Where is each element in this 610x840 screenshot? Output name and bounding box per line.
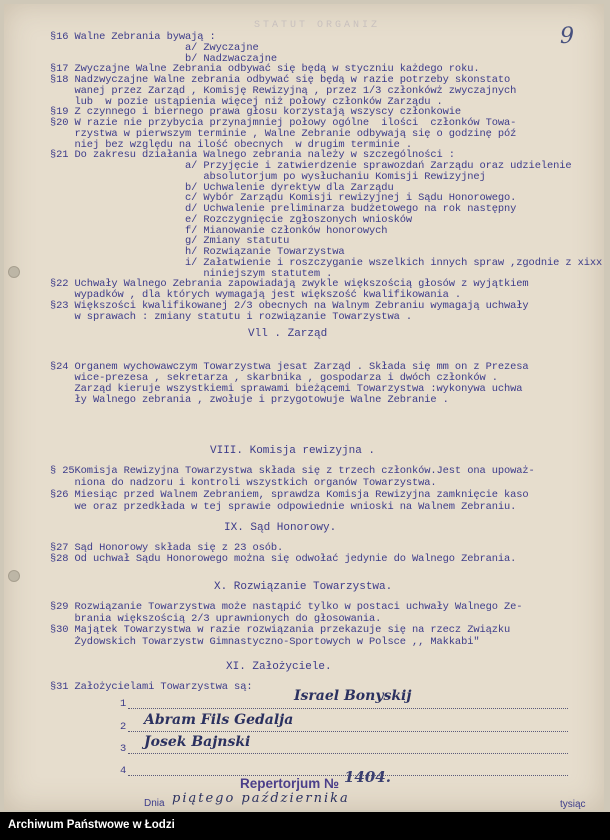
punch-hole <box>8 266 20 278</box>
document-text-line: § 25Komisja Rewizyjna Towarzystwa składa się z trzech członków.Jest ona upoważ- <box>50 465 535 477</box>
document-text-line: §29 Rozwiązanie Towarzystwa może nastąpić tylko w postaci uchwały Walnego Ze- <box>50 601 523 613</box>
document-page <box>4 4 604 810</box>
signature-line <box>128 731 568 732</box>
document-text-line: §20 W razie nie przybycia przynajmniej połowy ogólne ilości członków Towa- <box>50 117 517 129</box>
document-text-line: §27 Sąd Honorowy składa się z 23 osób. <box>50 542 284 554</box>
document-text-line: d/ Uchwalenie preliminarza budżetowego na rok następny <box>50 203 517 215</box>
rok-label: tysiąc <box>560 799 586 810</box>
document-text-line: Żydowskich Towarzystw Gimnastyczno-Sportowych w Polsce ,, Makkabi" <box>50 635 480 648</box>
document-text-line: lub w pozie ustąpienia więcej niż połowy członków Zarządu . <box>50 95 443 108</box>
section-heading-komisja: VIII. Komisja rewizyjna . <box>210 445 376 457</box>
document-text-line: i/ Załatwienie i roszczyganie wszelkich innych spraw ,zgodnie z xixx <box>50 256 603 269</box>
document-text-line: §19 Z czynnego i biernego prawa głosu korzystają wszyscy członkowie <box>50 106 462 119</box>
archive-footer <box>0 812 610 840</box>
document-text-line: wanej przez Zarząd , Komisję Rewizyjną , przez 1/3 członkówż zwyczajnych <box>50 84 517 97</box>
document-text-line: niej bez względu na ilość obecnych w drugim terminie . <box>50 138 412 151</box>
section-heading-zarzad: Vll . Zarząd <box>248 328 328 340</box>
founder-number: 3 <box>120 743 127 755</box>
document-text-line: §16 Walne Zebrania bywają : <box>50 31 216 43</box>
section-heading-zalozyciele: XI. Założyciele. <box>226 661 332 673</box>
document-text-line: g/ Zmiany statutu <box>50 235 290 248</box>
punch-hole <box>8 570 20 582</box>
founder-number: 2 <box>120 721 127 733</box>
repertorjum-stamp: Repertorjum № <box>240 776 340 791</box>
section-heading-sad: IX. Sąd Honorowy. <box>224 522 337 534</box>
document-text-line: rzystwa w pierwszym terminie , Walne Zebranie odbywają się o godzinę póź <box>50 127 517 140</box>
document-text-line: absolutorjum po wysłuchaniu Komisji Rewizyjnej <box>50 170 486 183</box>
document-text-line: ły Walnego zebrania , zwołuje i przygotowuje Walne Zebranie . <box>50 394 449 406</box>
document-text-line: wypadków , dla których wymagają jest większość kwalifikowania . <box>50 289 462 301</box>
document-text-line: §21 Do zakresu działania Walnego zebrania należy w szczególności : <box>50 149 455 162</box>
document-text-line: a/ Zwyczajne <box>50 41 259 54</box>
document-text-line: §30 Majątek Towarzystwa w razie rozwiązania przekazuje się na rzecz Związku <box>50 624 511 636</box>
founders-intro: §31 Założycielami Towarzystwa są: <box>50 681 253 693</box>
founder-signature: Abram Fils Gedalja <box>144 712 294 728</box>
archive-name: Archiwum Państwowe w Łodzi <box>8 819 175 831</box>
section-heading-rozwiazanie: X. Rozwiązanie Towarzystwa. <box>214 581 393 593</box>
document-text-line: b/ Nadzwaczajne <box>50 52 278 65</box>
document-text-line: §18 Nadzwyczajne Walne zebrania odbywać się będą w razie potrzeby skonstato <box>50 74 511 86</box>
founder-signature: Josek Bajnski <box>144 734 251 750</box>
document-text-line: c/ Wybór Zarządu Komisji rewizyjnej i Sądu Honorowego. <box>50 192 517 205</box>
dnia-handwritten-date: piątego października <box>172 791 350 806</box>
document-text-line: §17 Zwyczajne Walne Zebrania odbywać się będą w styczniu każdego roku. <box>50 63 480 76</box>
dnia-label: Dnia <box>144 798 165 809</box>
page-number: 9 <box>560 24 574 49</box>
faint-header: STATUT ORGANIZ <box>254 20 381 31</box>
document-text-line: niniejszym statutem . <box>50 267 333 280</box>
founder-signature: Israel Bonyskij <box>294 688 412 704</box>
document-text-line: niona do nadzoru i kontroli wszystkich organów Towarzystwa. <box>50 477 437 489</box>
document-text-line: e/ Rozczygnięcie zgłoszonych wniosków <box>50 213 412 226</box>
document-text-line: wice-prezesa , sekretarza , skarbnika , gospodarza i dwóch członków . <box>50 372 498 384</box>
document-text-line: Zarząd kieruje wszystkiemi sprawami bieżącemi Towarzystwa :wykonywa uchwa <box>50 383 523 395</box>
founder-number: 4 <box>120 765 127 777</box>
document-text-line: b/ Uchwalenie dyrektyw dla Zarządu <box>50 181 394 194</box>
document-text-line: we oraz przedkłada w tej sprawie odpowiednie wnioski na Walnem Zebraniu. <box>50 501 517 513</box>
signature-line <box>128 753 568 754</box>
document-text-line: §24 Organem wychowawczym Towarzystwa jesat Zarząd . Składa się mm on z Prezesa <box>50 361 529 373</box>
document-text-line: brania większością 2/3 uprawnionych do głosowania. <box>50 612 382 625</box>
document-text-line: §28 Od uchwał Sądu Honorowego można się odwołać jedynie do Walnego Zebrania. <box>50 553 517 565</box>
repertorjum-number: 1404. <box>344 768 391 786</box>
document-text-line: §26 Miesiąc przed Walnem Zebraniem, sprawdza Komisja Rewizyjna zamknięcie kaso <box>50 489 529 501</box>
document-text-line: §22 Uchwały Walnego Zebrania zapowiadają zwykle większością głosów z wyjątkiem <box>50 278 529 291</box>
document-text-line: a/ Przyjęcie i zatwierdzenie sprawozdań Zarządu oraz udzielenie <box>50 160 572 172</box>
document-text-line: f/ Mianowanie członków honorowych <box>50 224 388 237</box>
founder-number: 1 <box>120 698 127 710</box>
signature-line <box>128 708 568 709</box>
document-text-line: h/ Rozwiązanie Towarzystwa <box>50 246 345 258</box>
document-text-line: §23 Większości kwalifikowanej 2/3 obecnych na Walnym Zebraniu wymagają uchwały <box>50 299 529 312</box>
document-text-line: w sprawach : zmiany statutu i rozwiązanie Towarzystwa . <box>50 310 412 323</box>
